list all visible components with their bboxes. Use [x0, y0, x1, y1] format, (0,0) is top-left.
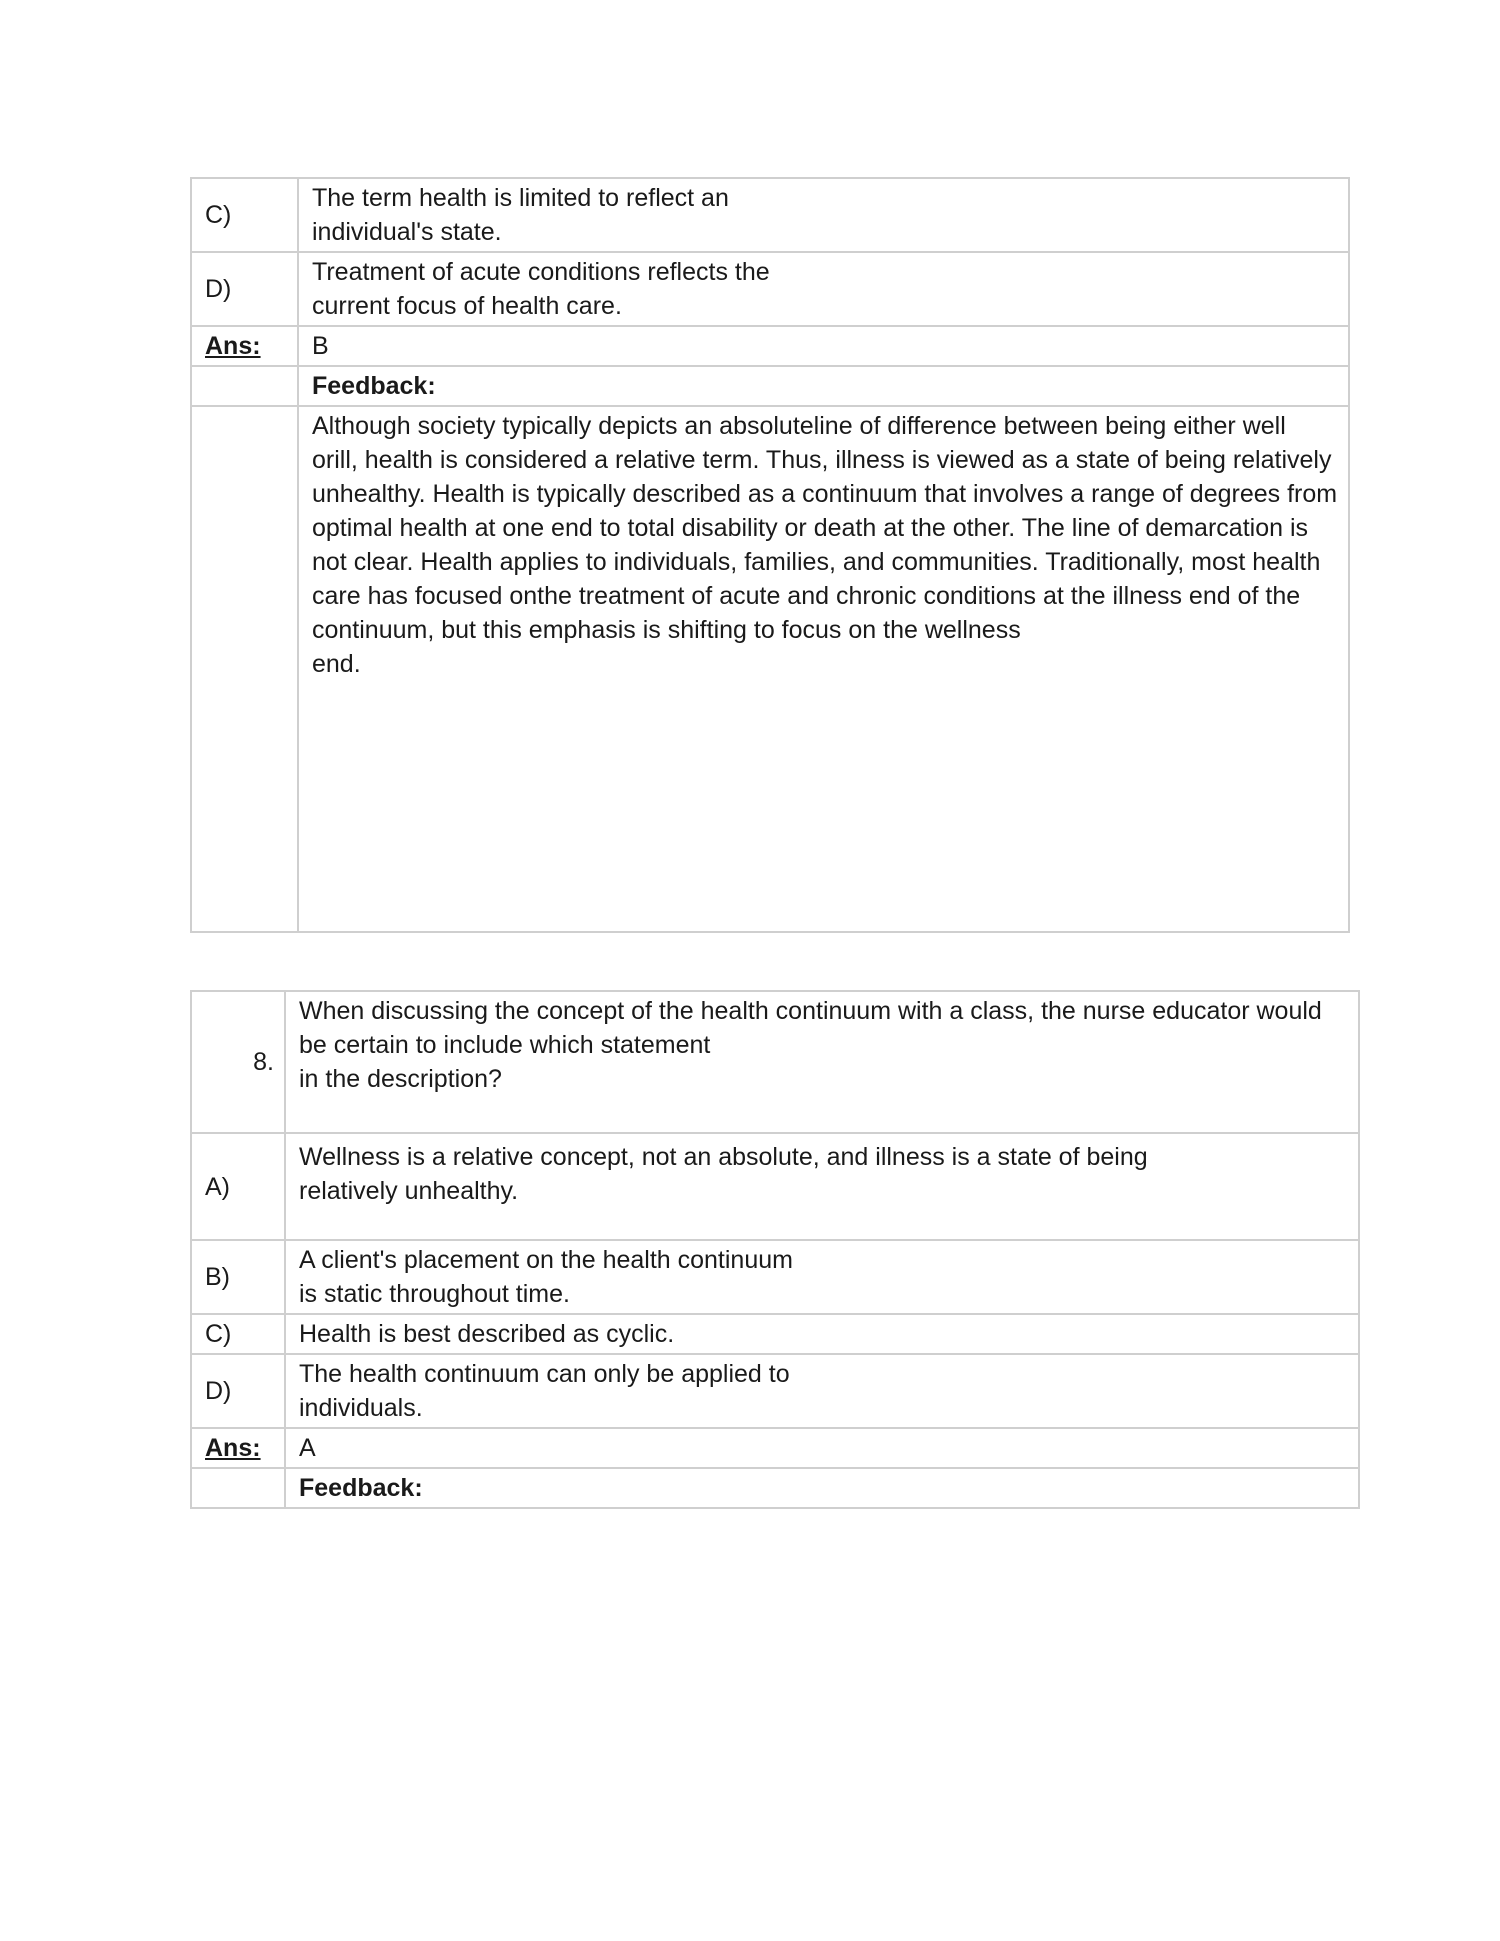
option-label: A)	[191, 1133, 285, 1240]
option-row-b	[191, 1240, 1359, 1314]
answer-value: A	[285, 1428, 1359, 1468]
feedback-label: Feedback:	[299, 1474, 423, 1502]
option-label: C)	[191, 1314, 285, 1354]
feedback-text: Although society typically depicts an absoluteline of difference between being either well orill, health is considered a relative term. Thus, illness is viewed as a state of being relatively unhealthy. Health is typically described as a continuum that involves a range of degrees from optimal health at one end to total disability or death at the other. The line of demarcation is not clear. Health applies to individuals, families, and communities. Traditionally, most health care has focused onthe treatment of acute and chronic conditions at the illness end of the continuum, but this emphasis is shifting to focus on the wellness end.	[312, 412, 1338, 678]
option-label: D)	[191, 1354, 285, 1428]
option-text: Health is best described as cyclic.	[285, 1314, 1359, 1354]
option-row-a	[191, 1133, 1359, 1240]
feedback-text-row	[191, 406, 1349, 932]
option-text	[298, 178, 1349, 252]
option-label: D)	[191, 252, 298, 326]
answer-row	[191, 1428, 1359, 1468]
question-number: 8.	[253, 1048, 274, 1076]
feedback-label-row	[191, 366, 1349, 406]
question-text: When discussing the concept of the health continuum with a class, the nurse educator would be certain to include which statement in the description?	[299, 997, 1322, 1093]
answer-row	[191, 326, 1349, 366]
option-label: C)	[191, 178, 298, 252]
option-text-content: The term health is limited to reflect an individual's state.	[312, 184, 729, 246]
question-7-continued-table	[190, 177, 1350, 933]
option-text: The health continuum can only be applied to individuals.	[299, 1360, 790, 1422]
option-row-c	[191, 1314, 1359, 1354]
option-row-d	[191, 252, 1349, 326]
option-row-c	[191, 178, 1349, 252]
question-8-table	[190, 990, 1360, 1509]
option-text: Wellness is a relative concept, not an absolute, and illness is a state of being relatively unhealthy.	[285, 1133, 1359, 1240]
option-text: A client's placement on the health continuum is static throughout time.	[299, 1246, 793, 1308]
answer-label: Ans:	[205, 1434, 261, 1462]
option-text	[298, 252, 1349, 326]
answer-label: Ans:	[205, 332, 261, 360]
option-label: B)	[191, 1240, 285, 1314]
feedback-label: Feedback:	[312, 372, 436, 400]
feedback-label-row	[191, 1468, 1359, 1508]
answer-value: B	[298, 326, 1349, 366]
option-text-content: Treatment of acute conditions reflects the current focus of health care.	[312, 258, 770, 320]
question-row	[191, 991, 1359, 1133]
option-row-d	[191, 1354, 1359, 1428]
